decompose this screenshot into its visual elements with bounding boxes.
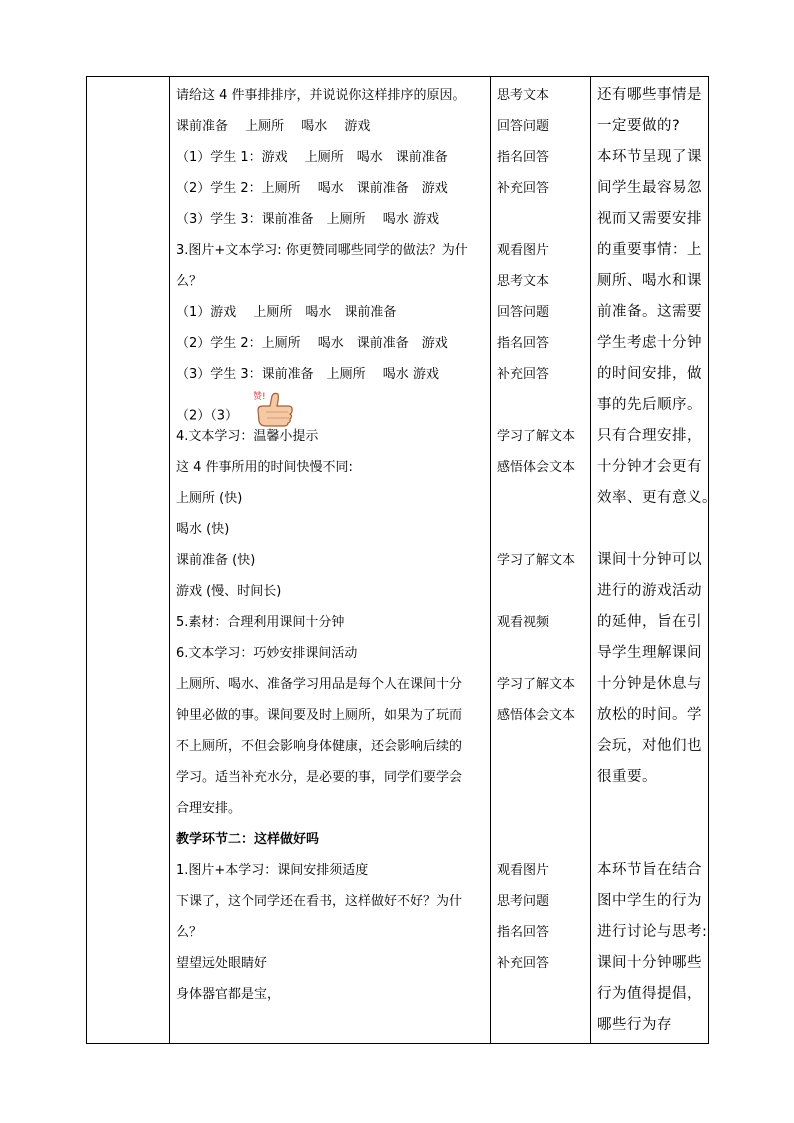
intent-line [597,483,717,514]
activity-text: 学习了解文本 [497,429,576,444]
activity-text: 思考问题 [497,894,550,909]
content-text: 么？ [176,274,203,289]
activity-text: 观看图片 [497,863,550,878]
activity-line [497,793,584,824]
activity-text: 思考文本 [497,274,550,289]
activity-text: 感悟体会文本 [497,460,576,475]
content-line [176,979,484,1010]
intent-text: 还有哪些事情是 [597,87,702,103]
activity-line [497,948,584,979]
activity-line [497,390,584,421]
content-line [176,204,484,235]
content-line [176,328,484,359]
activity-line [497,359,584,390]
intent-text: 会玩，对他们也 [597,738,702,754]
intent-line [597,1010,702,1041]
intent-text: 只有合理安排， [597,428,702,444]
activity-line [497,514,584,545]
content-line [176,359,484,390]
activity-text: 观看视频 [497,615,550,630]
activity-line [497,607,584,638]
activity-line [497,483,584,514]
intent-text: 学生考虑十分钟 [597,335,702,351]
intent-text: 本环节呈现了课 [597,149,702,165]
content-line [176,80,484,111]
content-line [176,731,484,762]
intent-line [597,204,702,235]
intent-line [597,266,702,297]
intent-text: 很重要。 [597,769,657,785]
intent-text: 十分钟是休息与 [597,676,702,692]
activity-line [497,700,584,731]
intent-text: 一定要做的? [597,118,681,134]
intent-line [597,886,702,917]
content-cell [170,77,491,1044]
content-text: 1.图片+本学习：课间安排须适度 [176,863,369,878]
activity-line [497,80,584,111]
content-line [176,545,484,576]
activity-line [497,545,584,576]
intent-text: 的时间安排，做 [597,366,702,382]
intent-text: 图中学生的行为 [597,893,702,909]
intent-line [597,700,702,731]
content-text: 下课了，这个同学还在看书，这样做好不好？为什 [176,894,463,909]
intent-line [597,390,702,421]
intent-line [597,731,702,762]
activity-line [497,421,584,452]
intent-cell [591,77,717,1044]
content-text: （2）学生 2：上厕所 喝水 课前准备 游戏 [176,181,448,196]
intent-line [597,80,702,111]
activity-line [497,328,584,359]
activity-text: 补充回答 [497,181,550,196]
intent-line [597,917,708,948]
intent-line [597,979,702,1010]
content-line [176,762,484,793]
content-line [176,297,484,328]
activity-line [497,979,584,1010]
content-text: 3.图片+文本学习: 你更赞同哪些同学的做法？为什 [176,243,468,258]
activity-text: 学习了解文本 [497,677,576,692]
intent-text: 进行讨论与思考: [597,924,708,940]
content-line [176,142,484,173]
content-text: 合理安排。 [176,801,242,816]
intent-text: 导学生理解课间 [597,645,702,661]
content-line [176,793,484,824]
content-text: 教学环节二：这样做好吗 [176,832,320,847]
intent-text: 前准备。这需要 [597,304,702,320]
content-text: 不上厕所，不但会影响身体健康，还会影响后续的 [176,739,463,754]
activity-line [497,669,584,700]
intent-line [597,545,702,576]
intent-text: 哪些行为存 [597,1017,672,1033]
intent-text: 视而又需要安排 [597,211,702,227]
activity-line [497,886,584,917]
intent-line [597,793,702,824]
activity-line [497,173,584,204]
activity-line [497,297,584,328]
intent-text: 本环节旨在结合 [597,862,702,878]
activity-line [497,111,584,142]
content-line [176,514,484,545]
activity-line [497,917,584,948]
activity-cell [491,77,591,1044]
content-line [176,235,484,266]
intent-text: 厕所、喝水和课 [597,273,702,289]
intent-line [597,297,702,328]
activity-line [497,235,584,266]
content-line [176,483,484,514]
intent-line [597,762,702,793]
intent-line [597,824,702,855]
intent-line [597,607,702,638]
content-text: 身体器官都是宝， [176,987,281,1002]
thumbs-up-icon [252,388,298,440]
content-line [176,948,484,979]
content-text: 课前准备 (快) [176,553,256,568]
content-line [176,824,484,855]
activity-text: 补充回答 [497,956,550,971]
intent-text: 放松的时间。学 [597,707,702,723]
content-line [176,266,484,297]
intent-line [597,421,702,452]
intent-text: 行为值得提倡， [597,986,702,1002]
intent-line [597,514,702,545]
activity-text: 思考文本 [497,88,550,103]
activity-line [497,142,584,173]
stage-cell [87,77,170,1044]
content-text: 喝水 (快) [176,522,230,537]
activity-text: 感悟体会文本 [497,708,576,723]
content-text: 望望远处眼睛好 [176,956,268,971]
activity-text: 补充回答 [497,367,550,382]
intent-line [597,173,702,204]
content-line [176,111,484,142]
content-text: 上厕所 (快) [176,491,243,506]
content-line [176,452,484,483]
content-text: 这 4 件事所用的时间快慢不同: [176,460,353,475]
content-text: （1）游戏 上厕所 喝水 课前准备 [176,305,397,320]
intent-line [597,638,702,669]
activity-line [497,452,584,483]
content-text: 5.素材：合理利用课间十分钟 [176,615,345,630]
activity-line [497,576,584,607]
content-line [176,855,484,886]
intent-line [597,359,702,390]
content-text: （1）学生 1：游戏 上厕所 喝水 课前准备 [176,150,448,165]
intent-text: 课间十分钟可以 [597,552,702,568]
content-line [176,886,484,917]
intent-text: 进行的游戏活动 [597,583,702,599]
content-line [176,638,484,669]
intent-line [597,111,702,142]
content-text: （3）学生 3：课前准备 上厕所 喝水 游戏 [176,367,439,382]
intent-line [597,576,702,607]
content-line [176,421,484,452]
activity-line [497,731,584,762]
content-text: 游戏 (慢、时间长) [176,584,282,599]
activity-text: 指名回答 [497,925,550,940]
intent-line [597,142,702,173]
activity-text: 指名回答 [497,336,550,351]
intent-text: 事的先后顺序。 [597,397,702,413]
content-text: 学习。适当补充水分，是必要的事，同学们要学会 [176,770,463,785]
activity-text: 观看图片 [497,243,550,258]
content-text: （2）学生 2：上厕所 喝水 课前准备 游戏 [176,336,448,351]
intent-line [597,855,702,886]
activity-text: 回答问题 [497,119,550,134]
intent-text: 的延伸，旨在引 [597,614,702,630]
intent-line [597,669,702,700]
activity-text: 学习了解文本 [497,553,576,568]
content-text: 钟里必做的事。课间要及时上厕所，如果为了玩而 [176,708,463,723]
content-text: （2）（3） [176,408,239,424]
content-line [176,173,484,204]
content-text: 课前准备 上厕所 喝水 游戏 [176,119,371,134]
content-line [176,607,484,638]
activity-text: 回答问题 [497,305,550,320]
content-text: 么？ [176,925,203,940]
intent-line [597,452,702,483]
intent-text: 的重要事情：上 [597,242,702,258]
content-text: 上厕所、喝水、准备学习用品是每个人在课间十分 [176,677,463,692]
praise-text: 赞! [253,392,266,402]
intent-text: 十分钟才会更有 [597,459,702,475]
content-text: 6.文本学习：巧妙安排课间活动 [176,646,358,661]
content-line [176,917,484,948]
intent-line [597,948,702,979]
content-line [176,390,484,424]
intent-text: 效率、更有意义。 [597,490,717,506]
content-line [176,669,484,700]
content-text: 请给这 4 件事排排序，并说说你这样排序的原因。 [176,88,466,103]
intent-line [597,235,702,266]
intent-text: 课间十分钟哪些 [597,955,702,971]
activity-line [497,266,584,297]
activity-line [497,855,584,886]
content-text: 4.文本学习：温馨小提示 [176,429,319,444]
activity-line [497,824,584,855]
content-line [176,576,484,607]
activity-line [497,762,584,793]
content-text: （3）学生 3：课前准备 上厕所 喝水 游戏 [176,212,439,227]
lesson-table [86,76,717,1044]
intent-line [597,328,702,359]
activity-text: 指名回答 [497,150,550,165]
activity-line [497,638,584,669]
content-line [176,700,484,731]
intent-text: 间学生最容易忽 [597,180,702,196]
activity-line [497,204,584,235]
